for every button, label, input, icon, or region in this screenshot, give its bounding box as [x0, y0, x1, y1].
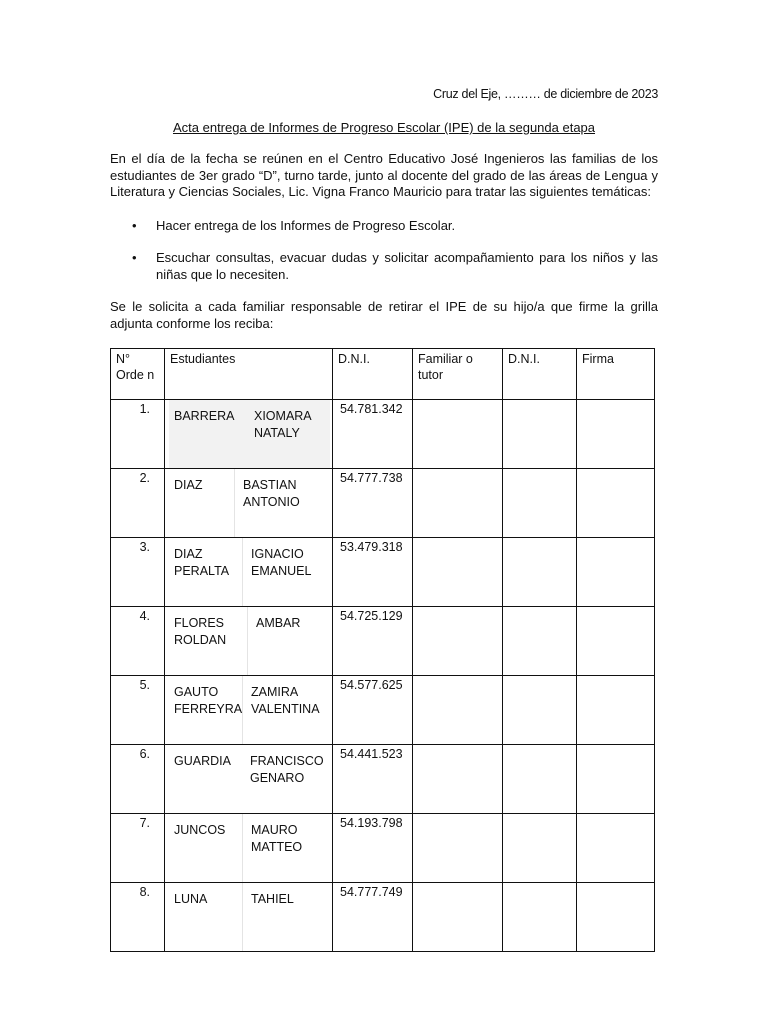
student-dni: 54.577.625 [333, 676, 413, 745]
table-header-row [111, 349, 655, 400]
bullet-list-2 [110, 250, 658, 283]
table-row [111, 469, 655, 538]
guardian-cell[interactable] [413, 883, 503, 952]
header-dni: D.N.I. [333, 349, 413, 400]
bullet-icon: • [132, 218, 137, 233]
student-first-name: MAURO MATTEO [242, 814, 330, 882]
student-last-name: LUNA [174, 892, 208, 906]
student-last-name: BARRERA [174, 409, 235, 423]
row-number: 6. [111, 745, 165, 814]
header-students: Estudiantes [165, 349, 333, 400]
signature-cell[interactable] [577, 745, 655, 814]
table-row [111, 745, 655, 814]
student-cell [165, 400, 333, 469]
student-dni: 54.441.523 [333, 745, 413, 814]
student-first-name: FRANCISCO GENARO [250, 754, 324, 785]
header-guardian: Familiar o tutor [413, 349, 503, 400]
student-cell [165, 676, 333, 745]
student-cell [165, 814, 333, 883]
guardian-dni-cell[interactable] [503, 400, 577, 469]
signature-cell[interactable] [577, 538, 655, 607]
guardian-dni-cell[interactable] [503, 676, 577, 745]
guardian-dni-cell[interactable] [503, 745, 577, 814]
bullet-text: Hacer entrega de los Informes de Progreso Escolar. [156, 218, 456, 233]
student-last-name: DIAZ [174, 478, 203, 492]
table-row [111, 814, 655, 883]
header-signature: Firma [577, 349, 655, 400]
table-row [111, 676, 655, 745]
bullet-icon: • [132, 250, 137, 265]
signature-table [110, 348, 655, 952]
table-row [111, 538, 655, 607]
student-first-name: AMBAR [247, 607, 330, 675]
guardian-cell[interactable] [413, 676, 503, 745]
student-dni: 54.777.749 [333, 883, 413, 952]
bullet-list-1 [110, 218, 658, 235]
row-number: 5. [111, 676, 165, 745]
student-first-name: TAHIEL [242, 883, 330, 951]
student-cell [165, 883, 333, 952]
bullet-item [110, 250, 658, 283]
date-line: Cruz del Eje, ……… de diciembre de 2023 [433, 87, 658, 101]
row-number: 8. [111, 883, 165, 952]
student-last-name: DIAZ PERALTA [174, 547, 230, 578]
student-last-name: GUARDIA [174, 754, 231, 768]
student-cell [165, 538, 333, 607]
student-cell [165, 745, 333, 814]
signature-cell[interactable] [577, 676, 655, 745]
guardian-dni-cell[interactable] [503, 883, 577, 952]
signature-cell[interactable] [577, 400, 655, 469]
row-number: 2. [111, 469, 165, 538]
student-dni: 53.479.318 [333, 538, 413, 607]
signature-cell[interactable] [577, 883, 655, 952]
student-first-name: ZAMIRA VALENTINA [242, 676, 330, 744]
row-number: 7. [111, 814, 165, 883]
row-number: 1. [111, 400, 165, 469]
guardian-cell[interactable] [413, 469, 503, 538]
header-number: N° Orde n [111, 349, 165, 400]
guardian-cell[interactable] [413, 814, 503, 883]
student-last-name: JUNCOS [174, 823, 226, 837]
student-first-name: BASTIAN ANTONIO [234, 469, 330, 537]
document-title: Acta entrega de Informes de Progreso Escolar (IPE) de la segunda etapa [172, 120, 596, 135]
table-row [111, 400, 655, 469]
table-row [111, 607, 655, 676]
guardian-cell[interactable] [413, 538, 503, 607]
header-guardian-dni: D.N.I. [503, 349, 577, 400]
guardian-cell[interactable] [413, 607, 503, 676]
row-number: 4. [111, 607, 165, 676]
student-last-name: GAUTO FERREYRA [174, 685, 243, 716]
table-row [111, 883, 655, 952]
guardian-dni-cell[interactable] [503, 538, 577, 607]
guardian-cell[interactable] [413, 400, 503, 469]
student-cell [165, 607, 333, 676]
request-paragraph: Se le solicita a cada familiar responsable de retirar el IPE de su hijo/a que firme la grilla adjunta conforme los reciba: [110, 299, 658, 331]
guardian-cell[interactable] [413, 745, 503, 814]
row-number: 3. [111, 538, 165, 607]
signature-cell[interactable] [577, 469, 655, 538]
guardian-dni-cell[interactable] [503, 814, 577, 883]
student-dni: 54.725.129 [333, 607, 413, 676]
guardian-dni-cell[interactable] [503, 607, 577, 676]
bullet-text: Escuchar consultas, evacuar dudas y solicitar acompañamiento para los niños y las niñas que lo necesiten. [156, 250, 658, 282]
student-last-name: FLORES ROLDAN [174, 616, 227, 647]
guardian-dni-cell[interactable] [503, 469, 577, 538]
student-dni: 54.777.738 [333, 469, 413, 538]
student-dni: 54.781.342 [333, 400, 413, 469]
student-cell [165, 469, 333, 538]
bullet-item [110, 218, 658, 235]
student-first-name: IGNACIO EMANUEL [242, 538, 330, 606]
intro-paragraph: En el día de la fecha se reúnen en el Centro Educativo José Ingenieros las familias de los estudiantes de 3er grado “D”, turno tarde, junto al docente del grado de las áreas de Lengua y Literatura y Ciencias Sociales, Lic. Vigna Franco Mauricio para tratar las siguientes temáticas: [110, 151, 658, 199]
student-dni: 54.193.798 [333, 814, 413, 883]
student-first-name: XIOMARA NATALY [254, 409, 311, 440]
signature-cell[interactable] [577, 607, 655, 676]
signature-cell[interactable] [577, 814, 655, 883]
